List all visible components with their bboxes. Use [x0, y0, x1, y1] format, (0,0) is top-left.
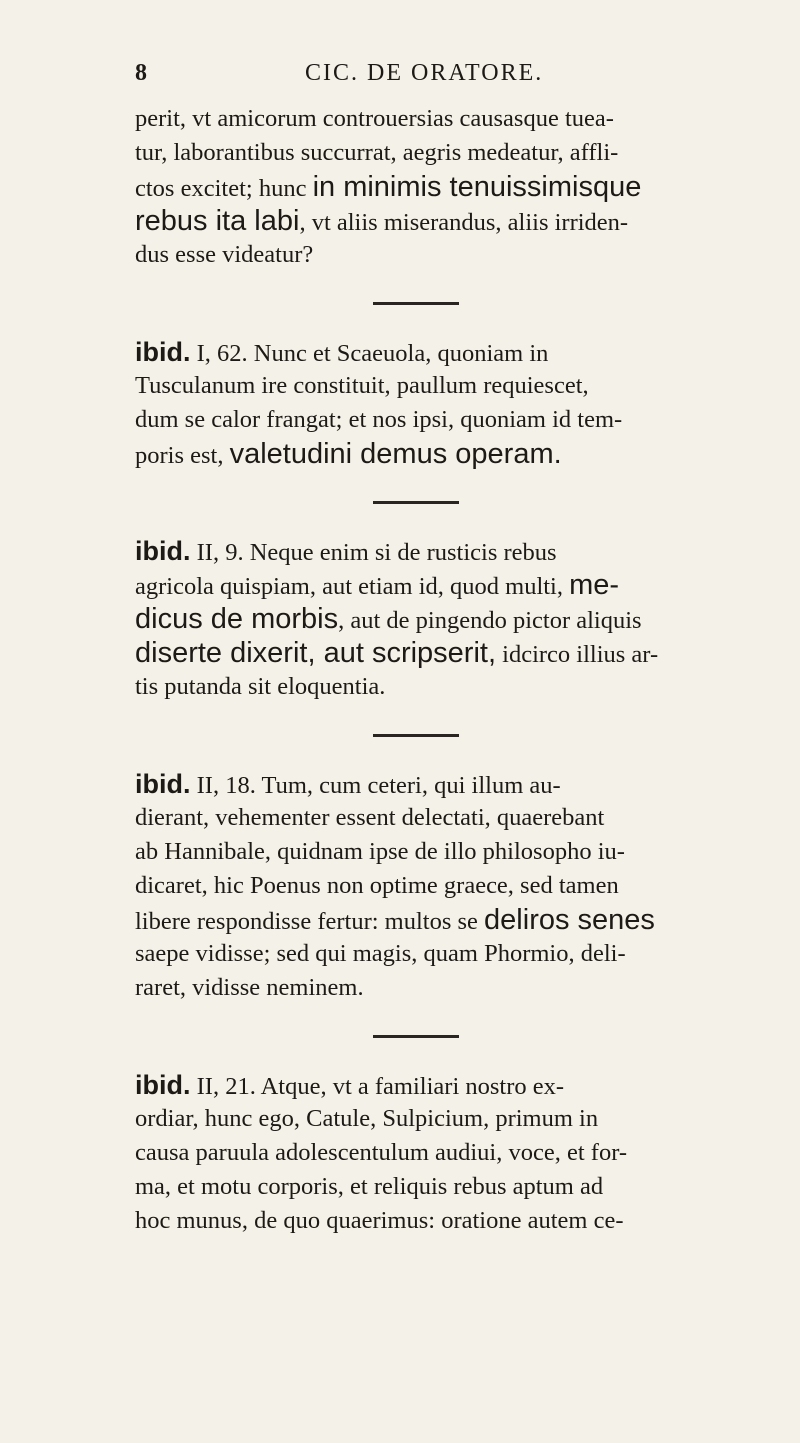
section-divider	[373, 1035, 459, 1038]
section-divider	[373, 734, 459, 737]
text-line	[135, 1136, 747, 1170]
text-line	[135, 1102, 747, 1136]
text-line	[135, 369, 747, 403]
text-segment: idcirco illius ar-	[496, 641, 659, 668]
text-line	[135, 403, 747, 437]
text-line	[135, 670, 747, 704]
text-segment: perit, vt amicorum controuersias causasque tuea-	[135, 105, 614, 132]
citation-label: ibid.	[135, 1070, 191, 1100]
passage	[135, 335, 747, 471]
text-line	[135, 869, 747, 903]
text-segment: II, 9. Neque enim si de rusticis rebus	[190, 539, 557, 566]
text-segment: dus esse videatur?	[135, 241, 314, 268]
text-line	[135, 204, 747, 238]
text-line	[135, 1068, 747, 1102]
text-line	[135, 1170, 747, 1204]
emphasized-text: me-	[569, 569, 620, 601]
text-line	[135, 767, 747, 801]
text-segment: saepe vidisse; sed qui magis, quam Phormio, deli-	[135, 940, 626, 967]
citation-label: ibid.	[135, 536, 191, 566]
page-number: 8	[135, 60, 147, 86]
emphasized-text: deliros senes	[484, 904, 655, 936]
text-segment: II, 21. Atque, vt a familiari nostro ex-	[190, 1073, 565, 1100]
text-line	[135, 971, 747, 1005]
text-segment: agricola quispiam, aut etiam id, quod multi,	[135, 573, 570, 600]
emphasized-text: rebus ita labi	[135, 205, 300, 237]
text-line	[135, 801, 747, 835]
passage	[135, 534, 747, 704]
citation-label: ibid.	[135, 769, 191, 799]
text-segment: ab Hannibale, quidnam ipse de illo philosopho iu-	[135, 838, 625, 865]
text-line	[135, 335, 747, 369]
text-line	[135, 937, 747, 971]
text-line	[135, 170, 747, 204]
passage	[135, 1068, 747, 1238]
text-line	[135, 903, 747, 937]
text-segment: hoc munus, de quo quaerimus: oratione autem ce-	[135, 1207, 624, 1234]
text-line	[135, 437, 747, 471]
text-segment: dicaret, hic Poenus non optime graece, sed tamen	[135, 872, 619, 899]
text-segment: I, 62. Nunc et Scaeuola, quoniam in	[190, 340, 549, 367]
text-line	[135, 238, 747, 272]
page-header	[135, 60, 740, 94]
emphasized-text: dicus de morbis	[135, 603, 339, 635]
text-segment: , aut de pingendo pictor aliquis	[338, 607, 642, 634]
running-title: CIC. DE ORATORE.	[305, 60, 544, 86]
text-segment: tis putanda sit eloquentia.	[135, 673, 386, 700]
section-divider	[373, 501, 459, 504]
text-line	[135, 568, 747, 602]
emphasized-text: valetudini demus operam.	[229, 438, 562, 470]
text-line	[135, 102, 747, 136]
text-line	[135, 1204, 747, 1238]
text-segment: dum se calor frangat; et nos ipsi, quoniam id tem-	[135, 406, 623, 433]
text-line	[135, 636, 747, 670]
text-segment: II, 18. Tum, cum ceteri, qui illum au-	[190, 772, 561, 799]
text-segment: dierant, vehementer essent delectati, quaerebant	[135, 804, 605, 831]
text-segment: raret, vidisse neminem.	[135, 974, 364, 1001]
text-segment: , vt aliis miserandus, aliis irriden-	[299, 209, 629, 236]
text-segment: libere respondisse fertur: multos se	[135, 908, 485, 935]
body-text	[135, 102, 747, 1238]
passage	[135, 102, 747, 272]
text-line	[135, 602, 747, 636]
section-divider	[373, 302, 459, 305]
text-segment: causa paruula adolescentulum audiui, voce, et for-	[135, 1139, 628, 1166]
text-line	[135, 136, 747, 170]
text-segment: Tusculanum ire constituit, paullum requiescet,	[135, 372, 589, 399]
text-segment: ma, et motu corporis, et reliquis rebus aptum ad	[135, 1173, 604, 1200]
text-segment: tur, laborantibus succurrat, aegris medeatur, affli-	[135, 139, 619, 166]
text-segment: ordiar, hunc ego, Catule, Sulpicium, primum in	[135, 1105, 599, 1132]
text-segment: poris est,	[135, 442, 230, 469]
citation-label: ibid.	[135, 337, 191, 367]
emphasized-text: in minimis tenuissimisque	[312, 171, 642, 203]
text-line	[135, 835, 747, 869]
text-segment: ctos excitet; hunc	[135, 175, 313, 202]
passage	[135, 767, 747, 1005]
emphasized-text: diserte dixerit, aut scripserit,	[135, 637, 497, 669]
text-line	[135, 534, 747, 568]
